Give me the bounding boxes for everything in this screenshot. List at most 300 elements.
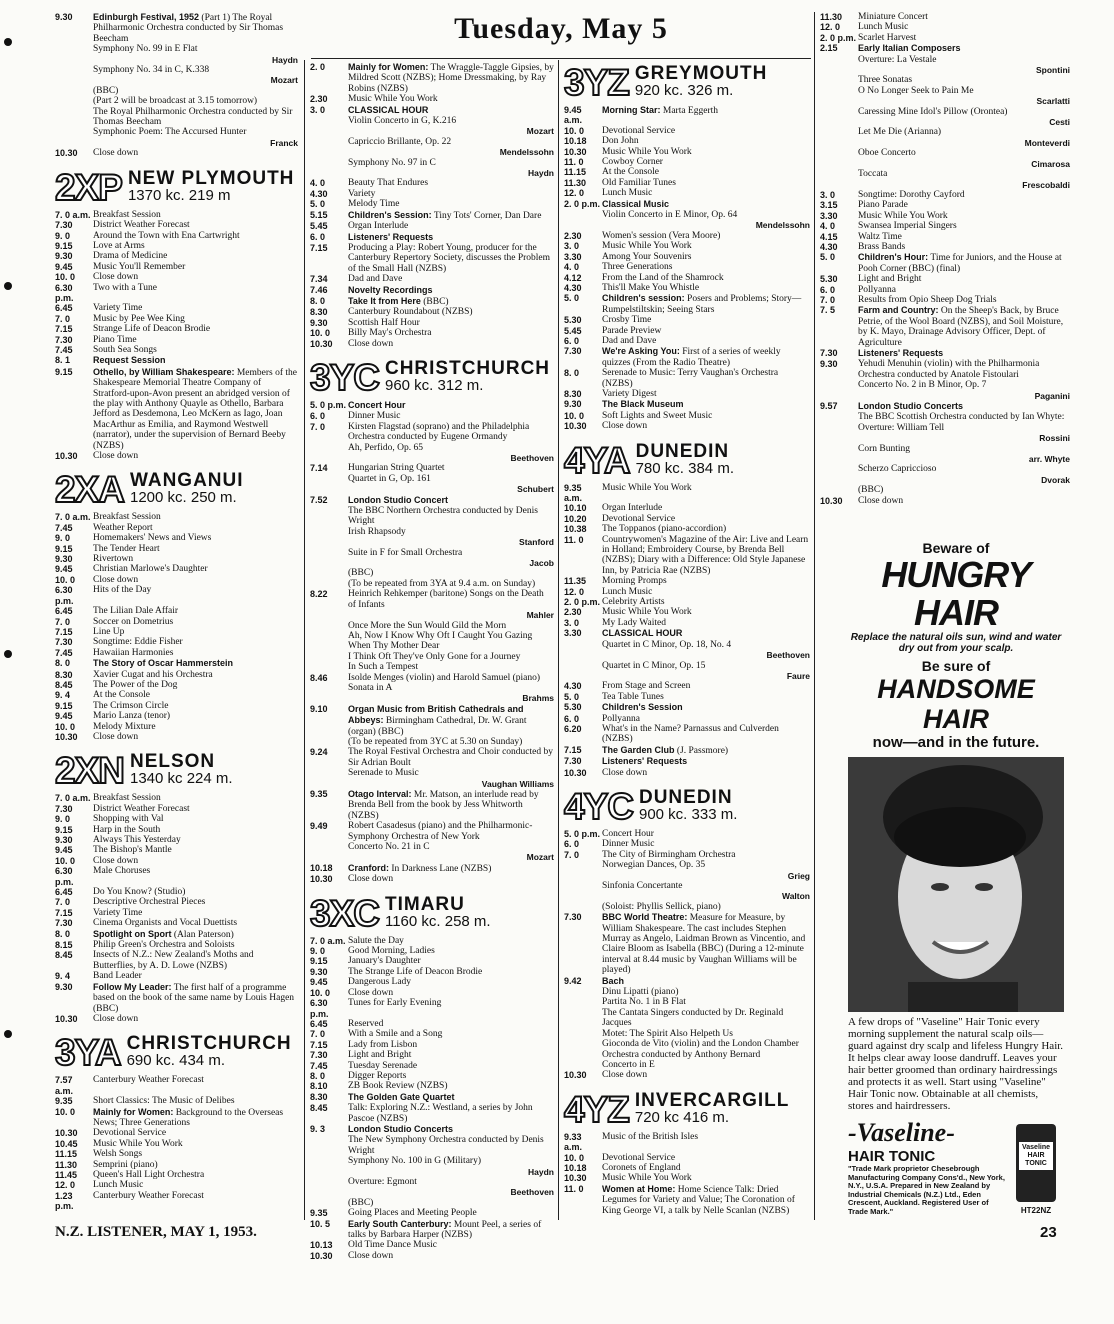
programme-text: Children's session: Posers and Problems; Story—Rumpelstiltskin; Seeing Stars — [602, 293, 802, 315]
schedule-time: 7.45 — [55, 344, 73, 355]
schedule-item — [310, 641, 554, 651]
schedule-item — [564, 167, 810, 177]
composer-name: Monteverdi — [1024, 137, 1070, 148]
schedule-time: 7.45 — [55, 647, 73, 658]
schedule-time: 11.30 — [55, 1159, 78, 1170]
schedule-time: 7. 0 a.m. — [310, 935, 346, 946]
programme-text: BBC World Theatre: Measure for Measure, by William Shakespeare. The cast includes Stephen Murray as Angelo, Laidman Brown as Vincentio, and Claire Bloom as Isabella (BBC) (During a 12-minute interval at 8.44 music by Vaughan Williams will be played) — [602, 912, 806, 976]
schedule-item — [820, 232, 1070, 242]
programme-text: Spotlight on Sport (Alan Paterson) — [93, 928, 234, 940]
schedule-time: 10.30 — [820, 495, 843, 506]
schedule-item — [310, 318, 554, 328]
schedule-time: 7.30 — [310, 1050, 328, 1061]
column-1 — [55, 12, 298, 1217]
schedule-item — [55, 523, 298, 533]
schedule-item — [55, 1191, 298, 1212]
schedule-time: 8.45 — [55, 950, 73, 961]
programme-text: London Studio Concerts — [348, 1123, 453, 1134]
composer-name: Stanford — [519, 537, 554, 548]
programme-text: Motet: The Spirit Also Helpeth Us — [602, 1028, 733, 1039]
schedule-time: 5.30 — [564, 702, 582, 713]
programme-text: Short Classics: The Music of Delibes — [93, 1096, 235, 1107]
schedule-item — [564, 839, 810, 849]
schedule-item — [820, 43, 1070, 54]
schedule-time: 2. 0 p.m. — [564, 198, 601, 209]
programme-text: CLASSICAL HOUR — [348, 104, 429, 115]
programme-text: Pollyanna — [858, 284, 896, 295]
schedule-item — [55, 148, 298, 158]
schedule-item — [564, 997, 810, 1007]
programme-text: Rivertown — [93, 554, 134, 565]
schedule-time: 10.30 — [564, 767, 587, 778]
programme-text: Hits of the Day — [93, 585, 152, 596]
schedule-item — [310, 178, 554, 188]
schedule-item — [310, 673, 554, 683]
station-frequency: 1370 kc. 219 m — [127, 186, 231, 204]
schedule-time: 2.30 — [564, 230, 582, 241]
schedule-list — [310, 936, 554, 1262]
schedule-time: 6. 0 — [310, 411, 326, 422]
schedule-time: 9.30 — [564, 399, 582, 410]
programme-text: The Cantata Singers conducted by Dr. Reginald Jacques — [602, 1007, 784, 1029]
schedule-item — [820, 485, 1070, 495]
programme-text: I Think Oft They've Only Gone for a Journey — [348, 651, 521, 662]
schedule-time: 7.15 — [55, 324, 73, 335]
schedule-item — [310, 1029, 554, 1039]
programme-text: In Such a Tempest — [348, 662, 419, 673]
schedule-item — [564, 252, 810, 262]
programme-text: Novelty Recordings — [348, 284, 433, 295]
schedule-item — [564, 860, 810, 881]
schedule-time: 4.12 — [564, 272, 582, 283]
programme-text: Music of the British Isles — [602, 1131, 699, 1142]
schedule-time: 4.30 — [310, 188, 328, 199]
schedule-item — [310, 422, 554, 443]
schedule-item — [310, 116, 554, 137]
schedule-item — [55, 617, 298, 627]
programme-text: Music While You Work — [602, 482, 692, 493]
schedule-time: 10.38 — [564, 524, 587, 535]
schedule-time: 8.30 — [55, 669, 73, 680]
programme-text: Corn Bunting arr. Whyte — [858, 443, 1070, 465]
programme-text: At the Console — [602, 167, 659, 178]
schedule-time: 9.45 — [55, 845, 73, 856]
schedule-item — [55, 1170, 298, 1180]
schedule-time: 6.45 — [55, 887, 73, 898]
schedule-item — [55, 845, 298, 855]
schedule-item — [564, 618, 810, 628]
programme-text: Scarlet Harvest — [858, 32, 917, 43]
composer-name: Cesti — [1049, 117, 1070, 128]
programme-text: Otago Interval: Mr. Matson, an interlude read by Brenda Bell from the book by Jess Whitworth (NZBS) — [348, 789, 539, 821]
schedule-time: 8.30 — [310, 307, 328, 318]
schedule-time: 8.30 — [310, 1091, 328, 1102]
schedule-time: 6. 0 — [564, 713, 580, 724]
schedule-time: 11. 0 — [564, 1183, 584, 1194]
schedule-item — [564, 850, 810, 860]
schedule-time: 10.30 — [564, 1070, 587, 1081]
schedule-item — [564, 199, 810, 210]
schedule-item — [820, 221, 1070, 231]
schedule-item — [310, 210, 554, 221]
schedule-item — [564, 535, 810, 577]
schedule-time: 9.45 — [55, 261, 73, 272]
programme-text: Quartet in C Minor, Op. 18, No. 4 Beethoven — [602, 639, 810, 661]
programme-text: Othello, by William Shakespeare: Members of the Shakespeare Memorial Theatre Company of Stratford-upon-Avon present an abridged version of the play with Anthony Quayle as Othello, Barbara Jefford as Desdemona, Leo McKern as Iago, Joan MacArthur as Emilia, and Raymond Westwell (narrator), under the supervision of Bernard Beeby (NZBS) — [93, 366, 297, 451]
programme-text: Listeners' Requests — [348, 231, 434, 242]
schedule-list — [564, 1132, 810, 1216]
schedule-time: 7.46 — [310, 284, 328, 295]
programme-text: The Toppanos (piano-accordion) — [602, 524, 727, 535]
schedule-item — [55, 929, 298, 940]
schedule-item — [310, 105, 554, 116]
schedule-time: 10.20 — [564, 513, 587, 524]
schedule-item — [564, 126, 810, 136]
column-3 — [564, 62, 810, 1217]
schedule-time: 7.30 — [564, 756, 582, 767]
schedule-time: 9.15 — [55, 240, 73, 251]
schedule-item — [564, 262, 810, 272]
schedule-time: 12. 0 — [55, 1180, 76, 1191]
schedule-item — [820, 295, 1070, 305]
schedule-time: 5.30 — [820, 274, 838, 285]
schedule-item — [55, 1128, 298, 1138]
programme-text: January's Daughter — [348, 956, 421, 967]
programme-text: Songtime: Dorothy Cayford — [858, 189, 965, 200]
schedule-time: 10.30 — [564, 421, 587, 432]
station-header-2xp — [55, 166, 298, 208]
station-frequency: 780 kc. 384 m. — [635, 459, 734, 477]
schedule-time: 8.10 — [310, 1081, 328, 1092]
schedule-item — [820, 380, 1070, 401]
schedule-time: 9.45 — [55, 711, 73, 722]
station-header-3ya — [55, 1032, 298, 1074]
composer-name: Mahler — [526, 610, 554, 621]
schedule-item — [55, 314, 298, 324]
schedule-time: 7.30 — [55, 803, 73, 814]
schedule-time: 8.30 — [564, 388, 582, 399]
schedule-item — [564, 1163, 810, 1173]
schedule-item — [310, 307, 554, 317]
schedule-item — [310, 737, 554, 747]
schedule-item — [564, 368, 810, 389]
schedule-time: 9.30 — [310, 317, 328, 328]
schedule-time: 7. 0 — [820, 294, 836, 305]
schedule-time: 4. 0 — [820, 221, 836, 232]
schedule-time: 10. 0 — [55, 855, 76, 866]
schedule-time: 7. 0 a.m. — [55, 793, 91, 804]
station-call-sign: 3YA — [55, 1032, 121, 1074]
schedule-item — [310, 1061, 554, 1071]
vaseline-advertisement — [848, 540, 1064, 1230]
programme-text: The Tender Heart — [93, 543, 160, 554]
programme-text: (To be repeated from 3YC at 5.30 on Sunday) — [348, 736, 523, 747]
station-name: DUNEDIN — [635, 440, 730, 462]
schedule-item — [820, 86, 1070, 107]
schedule-item — [310, 1124, 554, 1135]
schedule-item — [310, 1135, 554, 1156]
schedule-item — [55, 262, 298, 272]
programme-text: Toccata Frescobaldi — [858, 169, 1070, 190]
programme-text: Two with a Tune — [93, 282, 157, 293]
programme-text: O No Longer Seek to Pain Me Scarlatti — [858, 85, 1070, 107]
schedule-list — [55, 12, 298, 159]
schedule-item — [564, 1029, 810, 1039]
programme-text: Producing a Play: Robert Young, producer for the Canterbury Repertory Society, discusses the Problem of the Small Hall (NZBS) — [348, 242, 551, 274]
programme-text: Coronets of England — [602, 1162, 681, 1173]
schedule-item — [564, 768, 810, 778]
programme-text: The Strange Life of Deacon Brodie — [348, 966, 483, 977]
programme-text: Robert Casadesus (piano) and the Philharmonic-Symphony Orchestra of New York — [348, 821, 533, 842]
station-header-3xc — [310, 892, 554, 934]
programme-text: Dinu Lipatti (piano) — [602, 987, 679, 998]
schedule-time: 10. 0 — [564, 125, 585, 136]
schedule-item — [564, 745, 810, 756]
schedule-time: 9.45 — [55, 564, 73, 575]
schedule-item — [310, 988, 554, 998]
programme-text: Close down — [348, 987, 394, 998]
schedule-time: 5.45 — [564, 325, 582, 336]
schedule-time: 11. 0 — [564, 534, 584, 545]
programme-text: Symphony No. 100 in G (Military) Haydn — [348, 1156, 554, 1177]
ad-code: HT22NZ — [1020, 1206, 1052, 1215]
schedule-item — [55, 690, 298, 700]
schedule-item — [310, 621, 554, 631]
schedule-time: 7. 0 — [55, 313, 71, 324]
schedule-item — [310, 704, 554, 737]
schedule-time: 9.30 — [55, 251, 73, 262]
schedule-time: 9.30 — [820, 359, 838, 370]
programme-text: Violin Concerto in E Minor, Op. 64 Mendelssohn — [602, 210, 810, 231]
station-call-sign: 2XA — [55, 469, 124, 511]
schedule-time: 2.15 — [820, 43, 838, 54]
column-divider — [814, 12, 815, 1220]
column-divider — [304, 60, 305, 1220]
schedule-item — [310, 411, 554, 421]
schedule-item — [310, 1251, 554, 1261]
schedule-item — [564, 576, 810, 586]
programme-text: When Thy Mother Dear — [348, 641, 440, 652]
schedule-time: 9.35 — [310, 1208, 328, 1219]
schedule-item — [55, 96, 298, 106]
schedule-time: 9. 4 — [55, 971, 71, 982]
programme-text: The New Symphony Orchestra conducted by Denis Wright — [348, 1135, 544, 1156]
programme-text: Early Italian Composers — [858, 43, 961, 54]
programme-text: Early South Canterbury: Mount Peel, a series of talks by Barbara Harper (NZBS) — [348, 1218, 542, 1241]
schedule-item — [310, 94, 554, 104]
programme-text: Quartet in C Minor, Op. 15 Faure — [602, 660, 810, 681]
composer-name: Beethoven — [766, 650, 810, 661]
schedule-time: 7.30 — [55, 918, 73, 929]
programme-text: Breakfast Session — [93, 793, 161, 804]
schedule-item — [55, 732, 298, 742]
schedule-time: 11.30 — [820, 12, 843, 22]
programme-text: Cowboy Corner — [602, 157, 663, 168]
schedule-item — [310, 1071, 554, 1081]
schedule-list — [55, 1075, 298, 1211]
schedule-item — [55, 1014, 298, 1024]
schedule-time: 10. 5 — [310, 1218, 331, 1229]
programme-text: District Weather Forecast — [93, 803, 190, 814]
programme-text: Old Time Dance Music — [348, 1240, 437, 1251]
schedule-item — [820, 423, 1070, 444]
schedule-item — [55, 971, 298, 981]
programme-text: Morning Promps — [602, 576, 667, 587]
schedule-item — [55, 335, 298, 345]
schedule-item — [310, 548, 554, 569]
programme-text: ZB Book Review (NZBS) — [348, 1081, 448, 1092]
schedule-time: 1.23 p.m. — [55, 1190, 74, 1212]
schedule-item — [310, 506, 554, 527]
station-header-2xa — [55, 469, 298, 511]
programme-text: Billy May's Orchestra — [348, 328, 432, 339]
programme-text: Music by Pee Wee King — [93, 313, 185, 324]
schedule-time: 7.15 — [564, 744, 582, 755]
programme-text: Music While You Work — [858, 210, 948, 221]
programme-text: Christian Marlowe's Daughter — [93, 564, 208, 575]
programme-text: Sonata in A Brahms — [348, 682, 554, 704]
schedule-item — [564, 1039, 810, 1060]
schedule-time: 4.30 — [564, 282, 582, 293]
schedule-time: 12. 0 — [564, 586, 585, 597]
composer-name: Mozart — [526, 852, 554, 863]
programme-text: Countrywomen's Magazine of the Air: Live and Learn in Holland; Embroidery Course, by Brenda Bell (NZBS); Diary with a Difference: Old Style Japanese Inn, by Patricia Rae (NZBS) — [602, 534, 809, 576]
programme-text: Hawaiian Harmonies — [93, 647, 174, 658]
programme-text: The Lilian Dale Affair — [93, 606, 179, 617]
binding-hole-mark — [4, 282, 12, 290]
schedule-time: 2. 0 — [310, 62, 326, 72]
programme-text: Band Leader — [93, 971, 142, 982]
schedule-item — [564, 399, 810, 410]
schedule-time: 10.30 — [55, 148, 78, 159]
programme-text: Devotional Service — [93, 1128, 167, 1139]
schedule-item — [564, 661, 810, 682]
schedule-time: 7. 5 — [820, 305, 836, 316]
schedule-item — [310, 842, 554, 863]
programme-text: What's in the Name? Parnassus and Culverden (NZBS) — [602, 723, 779, 745]
schedule-item — [55, 908, 298, 918]
programme-text: Tuesday Serenade — [348, 1060, 418, 1071]
column-divider — [558, 60, 559, 1220]
programme-text: Close down — [602, 767, 648, 778]
programme-text: Miniature Concert — [858, 12, 928, 22]
programme-text: Close down — [348, 338, 394, 349]
schedule-item — [55, 283, 298, 304]
programme-text: Three Sonatas — [858, 75, 913, 86]
programme-text: Reserved — [348, 1018, 384, 1029]
schedule-time: 9.35 — [310, 789, 328, 799]
schedule-item — [820, 348, 1070, 359]
schedule-item — [55, 44, 298, 65]
programme-text: Music You'll Remember — [93, 261, 186, 272]
schedule-time: 10. 0 — [564, 410, 585, 421]
programme-text: Hungarian String Quartet — [348, 463, 445, 474]
schedule-item — [310, 274, 554, 284]
schedule-time: 10. 0 — [310, 328, 331, 339]
schedule-item — [55, 345, 298, 355]
programme-text: Soccer on Dometrius — [93, 616, 174, 627]
programme-text: From Stage and Screen — [602, 681, 691, 692]
schedule-time: 10.18 — [310, 862, 333, 873]
schedule-time: 10. 0 — [310, 987, 331, 998]
schedule-time: 12. 0 — [820, 22, 841, 33]
schedule-time: 8. 0 — [55, 928, 71, 939]
schedule-item — [55, 107, 298, 128]
programme-text: (Soloist: Phyllis Sellick, piano) — [602, 901, 721, 912]
programme-text: The Golden Gate Quartet — [348, 1091, 455, 1102]
schedule-time: 6.30 p.m. — [55, 282, 74, 303]
programme-text: Insects of N.Z.: New Zealand's Moths and Butterflies, by A. D. Lowe (NZBS) — [93, 950, 254, 971]
schedule-time: 2.30 — [564, 607, 582, 618]
station-name: WANGANUI — [129, 470, 244, 492]
schedule-time: 10.30 — [55, 1013, 78, 1024]
schedule-time: 7.30 — [564, 346, 582, 357]
schedule-time: 7.45 — [55, 522, 73, 533]
station-name: TIMARU — [384, 893, 465, 915]
schedule-item — [820, 200, 1070, 210]
schedule-item — [564, 421, 810, 431]
schedule-item — [55, 303, 298, 313]
composer-name: Beethoven — [510, 1187, 554, 1198]
composer-name: Paganini — [1034, 390, 1070, 401]
programme-text: Results from Opio Sheep Dog Trials — [858, 294, 997, 305]
schedule-time: 9.15 — [55, 700, 73, 711]
programme-text: Ah, Perfido, Op. 65 Beethoven — [348, 442, 554, 463]
composer-name: Mozart — [526, 126, 554, 137]
schedule-list — [564, 829, 810, 1081]
schedule-item — [564, 1060, 810, 1070]
schedule-item — [564, 524, 810, 534]
schedule-time: 10.30 — [55, 451, 78, 462]
station-header-4yc — [564, 785, 810, 827]
programme-text: Children's Hour: Time for Juniors, and the House at Pooh Corner (BBC) (final) — [858, 252, 1062, 274]
schedule-time: 7.15 — [55, 907, 73, 918]
composer-name: Scarlatti — [1036, 96, 1070, 107]
schedule-item — [564, 607, 810, 617]
station-call-sign: 4YA — [564, 439, 630, 481]
programme-text: Overture: La Vestale Spontini — [858, 54, 1070, 76]
schedule-item — [310, 1219, 554, 1241]
ad-bottle-label: Vaseline HAIR TONIC — [1019, 1142, 1053, 1170]
schedule-item — [310, 1081, 554, 1091]
footer-page-number: 23 — [1040, 1224, 1057, 1241]
schedule-item — [55, 722, 298, 732]
programme-text: Partita No. 1 in B Flat — [602, 997, 686, 1008]
schedule-item — [564, 976, 810, 987]
schedule-time: 9. 0 — [55, 533, 71, 544]
page-title: Tuesday, May 5 — [454, 12, 668, 45]
schedule-time: 9. 3 — [310, 1123, 326, 1134]
schedule-time: 10.30 — [310, 874, 333, 885]
programme-text: The Royal Philharmonic Orchestra conducted by Sir Thomas Beecham — [93, 106, 293, 128]
composer-name: Mendelssohn — [755, 220, 810, 231]
station-name: NELSON — [129, 751, 216, 773]
schedule-item — [55, 251, 298, 261]
station-call-sign: 2XP — [55, 166, 122, 208]
programme-text: Symphonic Poem: The Accursed Hunter Franck — [93, 127, 298, 148]
schedule-item — [310, 589, 554, 620]
composer-name: Rossini — [1039, 433, 1070, 444]
programme-text: The BBC Scottish Orchestra conducted by Ian Whyte: — [858, 412, 1065, 423]
schedule-time: 9.35 a.m. — [564, 482, 583, 503]
schedule-time: 5.30 — [564, 315, 582, 326]
programme-text: This'll Make You Whistle — [602, 282, 700, 293]
composer-name: Haydn — [272, 54, 298, 65]
schedule-item — [564, 136, 810, 146]
programme-text: With a Smile and a Song — [348, 1029, 443, 1040]
composer-name: Vaughan Williams — [481, 778, 554, 789]
programme-text: Going Places and Meeting People — [348, 1208, 477, 1219]
